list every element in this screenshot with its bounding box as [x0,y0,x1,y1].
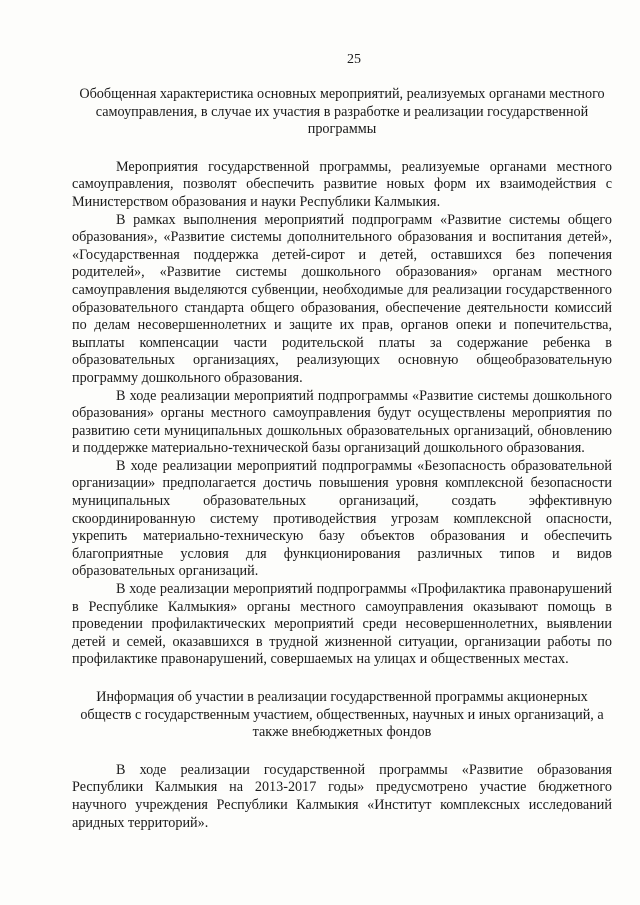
section-spacer [72,669,612,689]
paragraph: В ходе реализации государственной программы «Развитие образования Республики Калмыкия на 2013-2017 годы» предусмотрено участие бюджетного научного учреждения Республики Калмыкия «Институт комплексных исследований аридных территорий». [72,761,612,831]
section-heading-organizations: Информация об участии в реализации государственной программы акционерных обществ с государственным участием, общественных, научных и иных организаций, а также внебюджетных фондов [80,689,604,741]
paragraph: Мероприятия государственной программы, реализуемые органами местного самоуправления, позволят обеспечить развитие новых форм их взаимодействия с Министерством образования и науки Республики Калмыкия. [72,158,612,210]
paragraph: В ходе реализации мероприятий подпрограммы «Развитие системы дошкольного образования» органы местного самоуправления будут осуществлены мероприятия по развитию сети муниципальных дошкольных образовательных организаций, обновлению и поддержке материально-технической базы организаций дошкольного образования. [72,387,612,457]
paragraph: В ходе реализации мероприятий подпрограммы «Безопасность образовательной организации» предполагается достичь повышения уровня комплексной безопасности муниципальных образовательных организаций, создать эффективную скоординированную систему противодействия угрозам комплексной опасности, укрепить материально-техническую базу объектов образования и обеспечить благоприятные условия для функционирования различных типов и видов образовательных организаций. [72,457,612,580]
paragraph: В рамках выполнения мероприятий подпрограмм «Развитие системы общего образования», «Развитие системы дополнительного образования и воспитания детей», «Государственная поддержка детей-сирот и детей, оставшихся без попечения родителей», «Развитие системы дошкольного образования» органам местного самоуправления выделяются субвенции, необходимые для реализации государственного образовательного стандарта общего образования, обеспечение деятельности комиссий по делам несовершеннолетних и защите их прав, органов опеки и попечительства, выплаты компенсации части родительской платы за содержание ребенка в образовательных организациях, реализующих основную общеобразовательную программу дошкольного образования. [72,211,612,386]
page-content [72,86,612,832]
section-heading-municipal: Обобщенная характеристика основных мероприятий, реализуемых органами местного самоуправления, в случае их участия в разработке и реализации государственной программы [79,86,605,138]
page-number: 25 [347,52,361,67]
paragraph: В ходе реализации мероприятий подпрограммы «Профилактика правонарушений в Республике Калмыкия» органы местного самоуправления оказывают помощь в проведении профилактических мероприятий среди несовершеннолетних, выявлении детей и семей, оказавшихся в трудной жизненной ситуации, организации работы по профилактике правонарушений, совершаемых на улицах и общественных местах. [72,581,612,668]
